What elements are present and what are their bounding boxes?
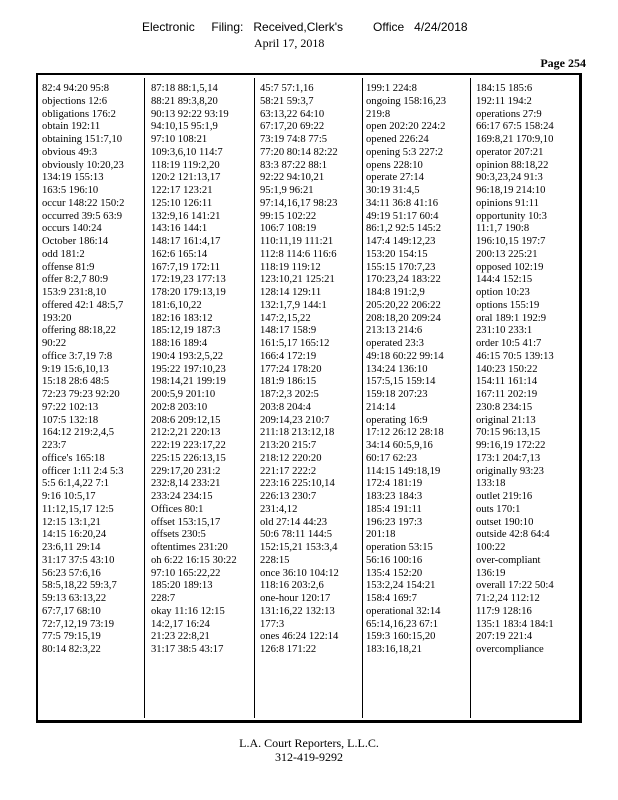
index-line: 109:3,6,10 114:7 xyxy=(151,146,223,158)
index-line: 159:3 160:15,20 xyxy=(366,631,436,643)
index-line: 21:23 22:8,21 xyxy=(151,631,210,643)
index-line: 213:13 214:6 xyxy=(366,325,423,337)
index-line: 73:19 74:8 77:5 xyxy=(260,134,328,145)
index-line: 219:8 xyxy=(366,108,391,120)
index-line: 226:13 230:7 xyxy=(260,491,317,502)
index-line: outside 42:8 64:4 xyxy=(476,529,550,541)
index-line: 185:4 191:11 xyxy=(366,503,422,515)
index-line: 49:18 60:22 99:14 xyxy=(366,350,444,362)
index-line: occur 148:22 150:2 xyxy=(42,197,125,209)
index-line: 148:17 161:4,17 xyxy=(151,236,221,247)
index-line: 128:14 129:11 xyxy=(260,287,322,298)
index-line: obtaining 151:7,10 xyxy=(42,134,123,145)
index-line: 201:18 xyxy=(366,529,396,541)
index-line: 125:10 126:11 xyxy=(151,197,213,209)
index-line: options 155:19 xyxy=(476,299,540,311)
index-line: old 27:14 44:23 xyxy=(260,516,328,528)
page-number: Page 254 xyxy=(540,56,586,70)
index-line: 185:20 189:13 xyxy=(151,580,213,592)
index-line: 212:2,21 220:13 xyxy=(151,427,221,439)
index-line: overall 17:22 50:4 xyxy=(476,580,554,592)
index-line: 66:17 67:5 158:24 xyxy=(476,121,554,133)
index-line: 193:20 xyxy=(42,312,72,324)
index-line: 97:10 108:21 xyxy=(151,134,208,145)
index-line: 203:8 204:4 xyxy=(260,401,311,413)
index-line: 97:22 102:13 xyxy=(42,401,99,413)
index-line: option 10:23 xyxy=(476,287,530,298)
index-line: 71:2,24 112:12 xyxy=(476,593,540,604)
index-line: outs 170:1 xyxy=(476,503,521,515)
index-line: 134:24 136:10 xyxy=(366,363,428,375)
index-line: 58:5,18,22 59:3,7 xyxy=(42,580,117,592)
index-line: 72:23 79:23 92:20 xyxy=(42,389,120,400)
index-line: 199:1 224:8 xyxy=(366,83,417,94)
index-line: 77:5 79:15,19 xyxy=(42,631,101,643)
index-line: originally 93:23 xyxy=(476,465,544,477)
index-line: office's 165:18 xyxy=(42,452,105,464)
index-line: 135:4 152:20 xyxy=(366,567,423,579)
index-line: operation 53:15 xyxy=(366,542,433,553)
index-line: opens 228:10 xyxy=(366,159,423,171)
index-line: 34:14 60:5,9,16 xyxy=(366,440,433,451)
index-line: 172:19,23 177:13 xyxy=(151,274,226,286)
index-line: occurred 39:5 63:9 xyxy=(42,210,123,222)
index-line: 169:8,21 170:9,10 xyxy=(476,134,554,145)
index-line: 126:8 171:22 xyxy=(260,644,317,655)
index-line: 192:11 194:2 xyxy=(476,95,532,107)
index-line: 90:22 xyxy=(42,338,67,349)
index-line: obvious 49:3 xyxy=(42,146,98,158)
index-line: over-compliant xyxy=(476,554,541,566)
index-line: opposed 102:19 xyxy=(476,261,544,273)
index-line: 225:15 226:13,15 xyxy=(151,452,226,464)
index-line: offer 8:2,7 80:9 xyxy=(42,274,109,286)
index-line: 92:22 94:10,21 xyxy=(260,172,325,184)
index-line: 80:14 82:3,22 xyxy=(42,644,101,655)
index-line: 17:12 26:12 28:18 xyxy=(366,427,444,439)
index-line: 60:17 62:23 xyxy=(366,452,417,464)
index-line: 14:15 16:20,24 xyxy=(42,529,107,541)
index-line: 232:8,14 233:21 xyxy=(151,478,221,490)
index-line: overcompliance xyxy=(476,644,544,655)
index-line: 228:7 xyxy=(151,593,176,604)
index-line: 143:16 144:1 xyxy=(151,223,208,235)
index-line: 178:20 179:13,19 xyxy=(151,287,226,298)
index-line: odd 181:2 xyxy=(42,248,85,260)
index-line: 177:3 xyxy=(260,618,285,630)
column-divider xyxy=(362,78,363,718)
index-line: 166:4 172:19 xyxy=(260,350,317,362)
index-line: 223:16 225:10,14 xyxy=(260,478,335,490)
index-line: operated 23:3 xyxy=(366,338,424,349)
index-line: 94:10,15 95:1,9 xyxy=(151,121,218,133)
index-line: 172:4 181:19 xyxy=(366,478,423,490)
index-line: 229:17,20 231:2 xyxy=(151,465,221,477)
index-line: operational 32:14 xyxy=(366,605,441,617)
index-line: Offices 80:1 xyxy=(151,503,204,515)
index-line: 49:19 51:17 60:4 xyxy=(366,210,439,222)
index-line: opinion 88:18,22 xyxy=(476,159,549,171)
index-line: 159:18 207:23 xyxy=(366,389,428,400)
index-line: 12:15 13:1,21 xyxy=(42,516,101,528)
index-line: office 3:7,19 7:8 xyxy=(42,350,113,362)
index-line: 9:19 15:6,10,13 xyxy=(42,363,109,375)
index-line: 155:15 170:7,23 xyxy=(366,261,436,273)
index-line: 97:10 165:22,22 xyxy=(151,567,221,579)
index-line: 184:8 191:2,9 xyxy=(366,287,425,298)
index-line: outlet 219:16 xyxy=(476,491,533,502)
index-line: 65:14,16,23 67:1 xyxy=(366,618,439,630)
index-line: 114:15 149:18,19 xyxy=(366,465,441,477)
index-line: 153:20 154:15 xyxy=(366,248,428,260)
index-line: 59:13 63:13,22 xyxy=(42,593,107,604)
index-line: 133:18 xyxy=(476,478,506,490)
index-line: 118:19 119:12 xyxy=(260,261,321,273)
index-line: 134:19 155:13 xyxy=(42,172,104,184)
index-line: 123:10,21 125:21 xyxy=(260,274,335,286)
index-line: opening 5:3 227:2 xyxy=(366,146,444,158)
index-line: 63:13,22 64:10 xyxy=(260,108,325,120)
index-line: 83:3 87:22 88:1 xyxy=(260,159,328,171)
index-line: 183:23 184:3 xyxy=(366,491,423,502)
index-line: 87:18 88:1,5,14 xyxy=(151,83,218,94)
index-line: 70:15 96:13,15 xyxy=(476,427,541,439)
index-line: 211:18 213:12,18 xyxy=(260,427,335,439)
index-line: 182:16 183:12 xyxy=(151,312,213,324)
index-line: 135:1 183:4 184:1 xyxy=(476,618,554,630)
index-line: 67:7,17 68:10 xyxy=(42,605,101,617)
index-line: 148:17 158:9 xyxy=(260,325,317,337)
index-line: ones 46:24 122:14 xyxy=(260,631,339,643)
index-line: 11:1,7 190:8 xyxy=(476,223,530,235)
index-line: 233:24 234:15 xyxy=(151,491,213,502)
index-line: 31:17 37:5 43:10 xyxy=(42,554,115,566)
index-line: 9:16 10:5,17 xyxy=(42,491,96,502)
reporter-name: L.A. Court Reporters, L.L.C. xyxy=(239,736,379,750)
index-line: 187:2,3 202:5 xyxy=(260,389,319,400)
index-line: 120:2 121:13,17 xyxy=(151,172,221,184)
index-line: 99:16,19 172:22 xyxy=(476,440,546,451)
index-line: 218:12 220:20 xyxy=(260,452,322,464)
index-line: opportunity 10:3 xyxy=(476,210,547,222)
index-line: 14:2,17 16:24 xyxy=(151,618,210,630)
index-line: 77:20 80:14 82:22 xyxy=(260,146,338,158)
index-line: 112:8 114:6 116:6 xyxy=(260,248,337,260)
index-line: 208:6 209:12,15 xyxy=(151,414,221,426)
index-line: obviously 10:20,23 xyxy=(42,159,124,171)
index-line: 147:2,15,22 xyxy=(260,312,311,324)
index-column-1 xyxy=(42,83,136,657)
index-column-5 xyxy=(476,83,570,657)
index-line: 90:13 92:22 93:19 xyxy=(151,108,229,120)
index-line: once 36:10 104:12 xyxy=(260,567,339,579)
index-line: 153:2,24 154:21 xyxy=(366,580,436,592)
index-line: 181:6,10,22 xyxy=(151,299,202,311)
index-line: 118:16 203:2,6 xyxy=(260,580,324,592)
index-line: 222:19 223:17,22 xyxy=(151,440,226,451)
index-line: 30:19 31:4,5 xyxy=(366,185,420,196)
filing-stamp: Electronic Filing: Received,Clerk's Office 4/24/2018 xyxy=(142,20,468,34)
index-line: open 202:20 224:2 xyxy=(366,121,446,133)
index-line: ongoing 158:16,23 xyxy=(366,95,447,107)
index-line: oftentimes 231:20 xyxy=(151,542,228,553)
index-line: 122:17 123:21 xyxy=(151,185,213,196)
hearing-date: April 17, 2018 xyxy=(254,36,325,50)
index-line: objections 12:6 xyxy=(42,95,108,107)
index-line: operate 27:14 xyxy=(366,172,424,184)
index-line: 46:15 70:5 139:13 xyxy=(476,350,554,362)
column-divider xyxy=(470,78,471,718)
index-line: 231:4,12 xyxy=(260,503,298,515)
index-line: 88:21 89:3,8,20 xyxy=(151,95,218,107)
index-line: 162:6 165:14 xyxy=(151,248,208,260)
index-line: 223:7 xyxy=(42,440,67,451)
index-line: oh 6:22 16:15 30:22 xyxy=(151,554,237,566)
index-line: 163:5 196:10 xyxy=(42,185,99,196)
column-divider xyxy=(254,78,255,718)
index-line: 136:19 xyxy=(476,567,506,579)
index-line: 50:6 78:11 144:5 xyxy=(260,529,332,541)
index-line: offered 42:1 48:5,7 xyxy=(42,299,124,311)
index-line: 177:24 178:20 xyxy=(260,363,322,375)
index-line: 185:12,19 187:3 xyxy=(151,325,221,337)
index-line: operating 16:9 xyxy=(366,414,428,426)
index-line: one-hour 120:17 xyxy=(260,593,331,604)
index-line: 86:1,2 92:5 145:2 xyxy=(366,223,442,235)
index-line: 58:21 59:3,7 xyxy=(260,95,314,107)
index-line: 82:4 94:20 95:8 xyxy=(42,83,110,94)
index-line: 154:11 161:14 xyxy=(476,376,538,388)
index-line: 209:14,23 210:7 xyxy=(260,414,330,426)
index-line: 167:11 202:19 xyxy=(476,389,538,400)
index-line: officer 1:11 2:4 5:3 xyxy=(42,465,124,477)
index-line: 97:14,16,17 98:23 xyxy=(260,197,338,209)
index-line: 164:12 219:2,4,5 xyxy=(42,427,115,439)
index-line: 99:15 102:22 xyxy=(260,210,317,222)
index-line: 221:17 222:2 xyxy=(260,465,317,477)
index-line: 196:10,15 197:7 xyxy=(476,236,546,247)
index-line: 96:18,19 214:10 xyxy=(476,185,546,196)
index-line: obligations 176:2 xyxy=(42,108,116,120)
index-line: operations 27:9 xyxy=(476,108,542,120)
index-line: 183:16,18,21 xyxy=(366,644,422,655)
index-line: 230:8 234:15 xyxy=(476,401,533,413)
index-line: 198:14,21 199:19 xyxy=(151,376,226,388)
index-line: 45:7 57:1,16 xyxy=(260,83,314,94)
index-line: 231:10 233:1 xyxy=(476,325,533,337)
index-line: 147:4 149:12,23 xyxy=(366,236,436,247)
index-line: 131:16,22 132:13 xyxy=(260,605,335,617)
index-line: offsets 230:5 xyxy=(151,529,206,541)
reporter-phone: 312-419-9292 xyxy=(275,750,343,764)
index-line: offense 81:9 xyxy=(42,261,95,273)
index-line: 152:15,21 153:3,4 xyxy=(260,542,338,553)
index-line: 67:17,20 69:22 xyxy=(260,121,325,133)
index-line: 34:11 36:8 41:16 xyxy=(366,197,438,209)
index-line: 167:7,19 172:11 xyxy=(151,261,221,273)
index-line: 188:16 189:4 xyxy=(151,338,208,349)
index-line: 132:1,7,9 144:1 xyxy=(260,299,327,311)
index-line: 213:20 215:7 xyxy=(260,440,317,451)
index-line: 144:4 152:15 xyxy=(476,274,533,286)
index-column-4 xyxy=(366,83,460,657)
index-line: 228:15 xyxy=(260,554,290,566)
index-line: 200:5,9 201:10 xyxy=(151,389,216,400)
index-line: 23:6,11 29:14 xyxy=(42,542,101,553)
index-line: 190:4 193:2,5,22 xyxy=(151,350,224,362)
index-line: 205:20,22 206:22 xyxy=(366,299,441,311)
index-line: 181:9 186:15 xyxy=(260,376,317,388)
index-line: 110:11,19 111:21 xyxy=(260,236,334,247)
index-line: opened 226:24 xyxy=(366,134,429,145)
index-line: 15:18 28:6 48:5 xyxy=(42,376,110,388)
index-line: 100:22 xyxy=(476,542,506,553)
index-line: 200:13 225:21 xyxy=(476,248,538,260)
index-line: obtain 192:11 xyxy=(42,121,101,133)
index-line: offering 88:18,22 xyxy=(42,325,116,337)
index-line: order 10:5 41:7 xyxy=(476,338,542,349)
index-line: 161:5,17 165:12 xyxy=(260,338,330,349)
index-line: 56:16 100:16 xyxy=(366,554,423,566)
index-line: original 21:13 xyxy=(476,414,536,426)
index-line: 106:7 108:19 xyxy=(260,223,317,235)
index-line: 202:8 203:10 xyxy=(151,401,208,413)
index-line: 195:22 197:10,23 xyxy=(151,363,226,375)
index-line: 11:12,15,17 12:5 xyxy=(42,503,114,515)
index-line: 95:1,9 96:21 xyxy=(260,185,314,196)
index-line: 117:9 128:16 xyxy=(476,605,532,617)
index-line: 184:15 185:6 xyxy=(476,83,533,94)
index-line: 207:19 221:4 xyxy=(476,631,533,643)
index-column-3 xyxy=(260,83,354,657)
index-line: 158:4 169:7 xyxy=(366,593,417,604)
index-line: 72:7,12,19 73:19 xyxy=(42,618,115,630)
index-line: 56:23 57:6,16 xyxy=(42,567,101,579)
index-column-2 xyxy=(151,83,245,657)
index-line: 140:23 150:22 xyxy=(476,363,538,375)
index-line: October 186:14 xyxy=(42,236,109,247)
index-line: 153:9 231:8,10 xyxy=(42,287,107,298)
index-line: outset 190:10 xyxy=(476,516,534,528)
index-line: 170:23,24 183:22 xyxy=(366,274,441,286)
index-line: 208:18,20 209:24 xyxy=(366,312,441,324)
index-line: 132:9,16 141:21 xyxy=(151,210,221,222)
index-line: occurs 140:24 xyxy=(42,223,102,235)
index-line: 157:5,15 159:14 xyxy=(366,376,436,388)
index-line: 31:17 38:5 43:17 xyxy=(151,644,224,655)
index-line: offset 153:15,17 xyxy=(151,516,221,528)
index-line: 90:3,23,24 91:3 xyxy=(476,172,543,184)
index-line: 5:5 6:1,4,22 7:1 xyxy=(42,478,110,490)
index-line: opinions 91:11 xyxy=(476,197,539,209)
index-line: okay 11:16 12:15 xyxy=(151,605,225,617)
index-line: 214:14 xyxy=(366,401,396,413)
index-line: 118:19 119:2,20 xyxy=(151,159,220,171)
index-line: operator 207:21 xyxy=(476,146,544,158)
index-line: 173:1 204:7,13 xyxy=(476,452,541,464)
index-line: 196:23 197:3 xyxy=(366,516,423,528)
index-line: 107:5 132:18 xyxy=(42,414,99,426)
column-divider xyxy=(144,78,145,718)
index-line: oral 189:1 192:9 xyxy=(476,312,547,324)
